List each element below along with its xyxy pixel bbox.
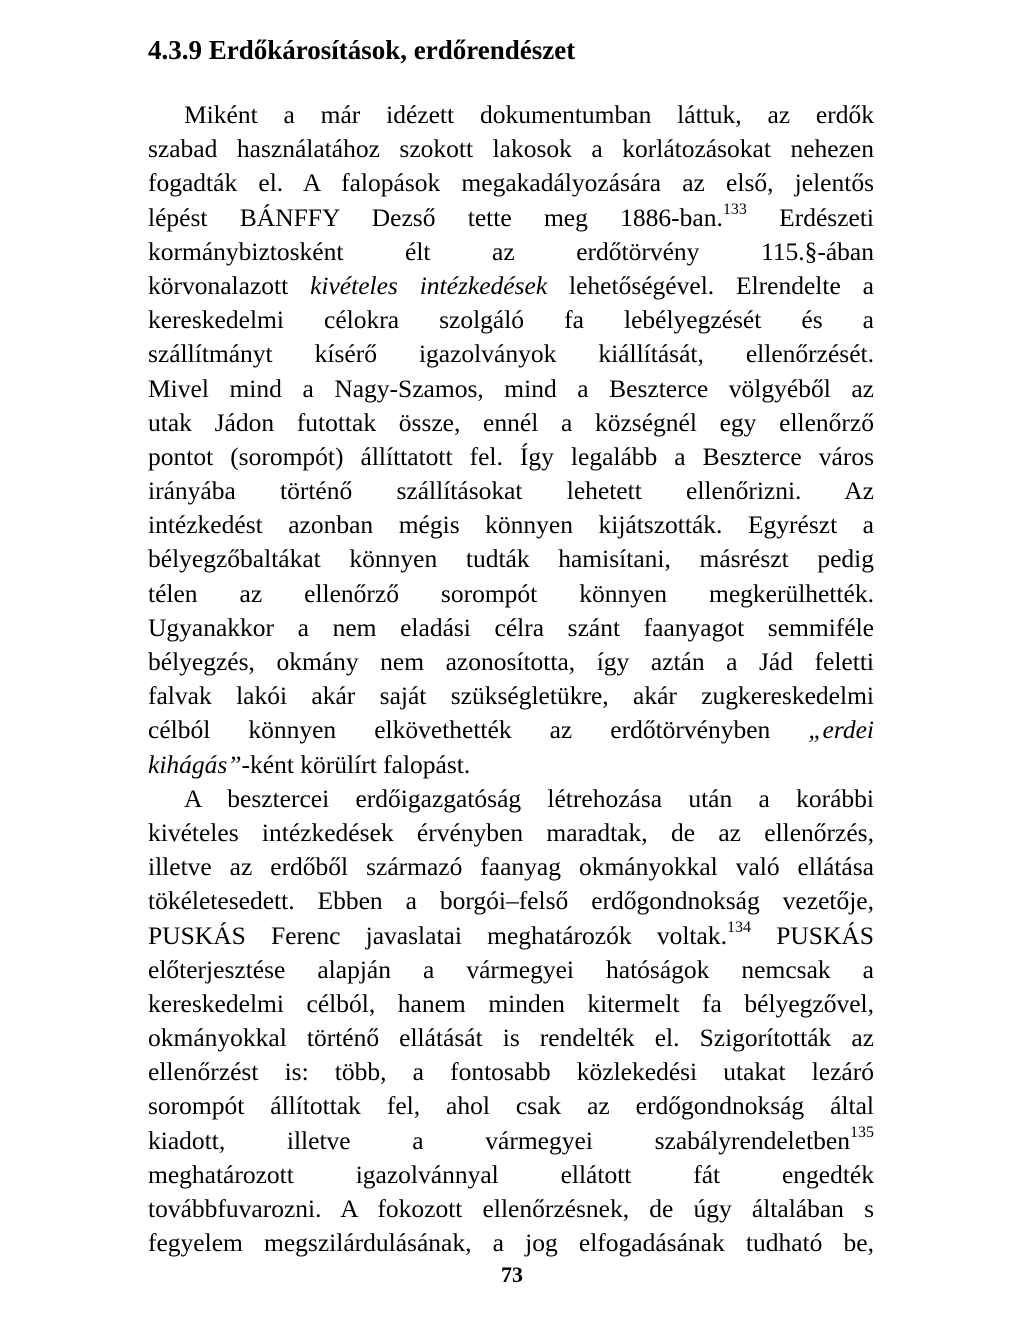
text-span: célból könnyen elkövethették az erdőtörvényben — [148, 715, 809, 745]
text-span: lépést BÁNFFY Dezső tette meg 1886-ban. — [148, 202, 723, 232]
text-span: PUSKÁS — [750, 920, 874, 950]
text-line: pontot (sorompót) állíttatott fel. Így legalább a Beszterce város — [148, 441, 874, 471]
text-line — [148, 748, 874, 782]
text-span: kiadott, illetve a vármegyei szabályrendeletben — [148, 1125, 850, 1155]
text-line: irányába történő szállításokat lehetett ellenőrizni. Az — [148, 476, 874, 506]
text-span: -ként körülírt falopást. — [241, 749, 471, 779]
text-line: Miként a már idézett dokumentumban láttuk, az erdők — [184, 100, 874, 129]
text-line: kereskedelmi célból, hanem minden kitermelt fa bélyegzővel, — [148, 988, 874, 1018]
text-line — [148, 269, 874, 303]
page-number: 73 — [501, 1262, 523, 1287]
text-span: körvonalazott — [148, 270, 311, 300]
text-line: kivételes intézkedések érvényben maradtak, de az ellenőrzés, — [148, 817, 874, 847]
text-line — [148, 713, 874, 747]
text-line: bélyegzőbaltákat könnyen tudták hamisítani, másrészt pedig — [148, 544, 874, 574]
text-line: fegyelem megszilárdulásának, a jog elfogadásának tudható be, — [148, 1228, 874, 1258]
text-line: illetve az erdőből származó faanyag okmányokkal való ellátása — [148, 852, 874, 882]
italic-term: „erdei — [808, 715, 874, 745]
text-line: fogadták el. A falopások megakadályozására az első, jelentős — [148, 168, 874, 198]
text-line: intézkedést azonban mégis könnyen kijátszották. Egyrészt a — [148, 510, 874, 540]
text-line: kormánybiztosként élt az erdőtörvény 115.§-ában — [148, 236, 874, 266]
italic-term: kivételes intézkedések — [310, 270, 548, 300]
text-line: továbbfuvarozni. A fokozott ellenőrzésnek, de úgy általában s — [148, 1194, 874, 1223]
section-heading: 4.3.9 Erdőkárosítások, erdőrendészet — [148, 35, 576, 65]
text-line: okmányokkal történő ellátását is rendelték el. Szigorították az — [148, 1023, 874, 1053]
text-span: lehetőségével. Elrendelte a — [547, 270, 874, 300]
footnote-ref-134: 134 — [726, 918, 751, 936]
paragraph-1 — [148, 98, 874, 782]
text-line: Ugyanakkor a nem eladási célra szánt faanyagot semmiféle — [148, 612, 874, 642]
text-line: A besztercei erdőigazgatóság létrehozása után a korábbi — [184, 783, 874, 813]
text-line — [148, 1124, 874, 1158]
text-line: utak Jádon futottak össze, ennél a községnél egy ellenőrző — [148, 407, 874, 437]
text-span: Erdészeti — [746, 202, 874, 232]
text-line: falvak lakói akár saját szükségletükre, akár zugkereskedelmi — [148, 681, 874, 711]
text-line: meghatározott igazolvánnyal ellátott fát engedték — [148, 1159, 874, 1189]
text-line: sorompót állítottak fel, ahol csak az erdőgondnokság által — [148, 1091, 874, 1121]
text-line: télen az ellenőrző sorompót könnyen megkerülhették. — [148, 578, 874, 608]
text-line: szabad használatához szokott lakosok a korlátozásokat nehezen — [148, 134, 874, 164]
text-line — [148, 919, 874, 953]
text-line: szállítmányt kísérő igazolványok kiállítását, ellenőrzését. — [148, 339, 874, 369]
text-line: Mivel mind a Nagy-Szamos, mind a Beszterce völgyéből az — [148, 373, 874, 403]
footnote-ref-135: 135 — [850, 1123, 874, 1141]
paragraph-2 — [148, 782, 874, 1261]
text-span: PUSKÁS Ferenc javaslatai meghatározók voltak. — [148, 920, 727, 950]
footnote-ref-133: 133 — [722, 200, 747, 218]
italic-term: kihágás” — [148, 749, 242, 779]
text-line: ellenőrzést is: több, a fontosabb közlekedési utakat lezáró — [148, 1057, 874, 1087]
text-line: kereskedelmi célokra szolgáló fa lebélyegzését és a — [148, 305, 874, 335]
text-line: tökéletesedett. Ebben a borgói–felső erdőgondnokság vezetője, — [148, 886, 874, 916]
body-text — [148, 98, 874, 1260]
text-line — [148, 201, 874, 235]
text-line: bélyegzés, okmány nem azonosította, így aztán a Jád feletti — [148, 647, 874, 676]
text-line: előterjesztése alapján a vármegyei hatóságok nemcsak a — [148, 954, 874, 984]
